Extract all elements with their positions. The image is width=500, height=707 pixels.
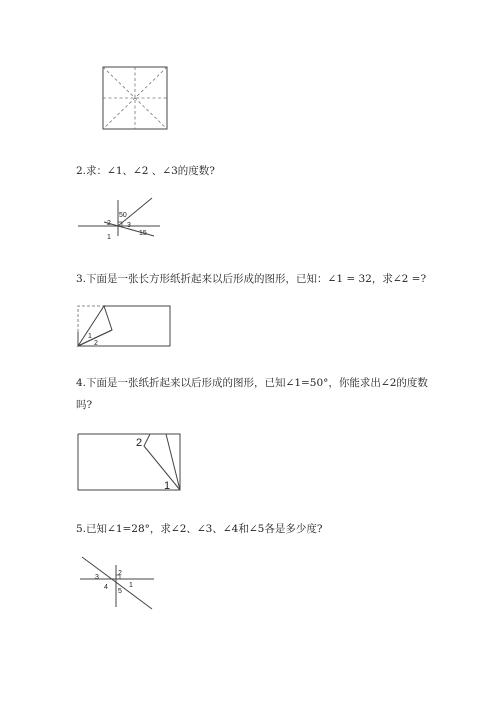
q3-label-2: 2 bbox=[94, 340, 98, 347]
square-fold-figure bbox=[98, 63, 174, 133]
question-5-text: 5.已知∠1=28°，求∠2、∠3、∠4和∠5各是多少度? bbox=[76, 523, 323, 535]
q2-label-3: 3 bbox=[127, 222, 131, 229]
q2-label-15: 15 bbox=[139, 230, 147, 237]
q3-label-1: 1 bbox=[88, 333, 92, 340]
q2-label-1: 1 bbox=[107, 234, 111, 241]
folded-rectangle-figure-q3 bbox=[74, 303, 174, 349]
q5-label-5: 5 bbox=[118, 588, 122, 595]
q4-label-1: 1 bbox=[164, 480, 171, 492]
q2-label-2: 2 bbox=[107, 220, 111, 227]
q4-label-2: 2 bbox=[136, 437, 143, 449]
q5-label-4: 4 bbox=[104, 584, 108, 591]
question-4-text-line-2: 吗? bbox=[76, 399, 93, 411]
angles-figure-q2 bbox=[74, 192, 164, 244]
folded-paper-figure-q4 bbox=[74, 430, 186, 494]
intersecting-lines-figure-q5 bbox=[76, 551, 160, 611]
question-4-text-line-1: 4.下面是一张纸折起来以后形成的图形，已知∠1=50°，你能求出∠2的度数 bbox=[76, 377, 428, 389]
question-2-text: 2.求：∠1、∠2 、∠3的度数? bbox=[76, 165, 215, 177]
q5-label-2: 2 bbox=[118, 570, 122, 577]
question-3-text: 3.下面是一张长方形纸折起来以后形成的图形，已知：∠1 = 32，求∠2 =? bbox=[76, 273, 427, 285]
q5-label-3: 3 bbox=[95, 574, 99, 581]
q5-label-1: 1 bbox=[129, 582, 133, 589]
q2-label-50: 50 bbox=[119, 212, 127, 219]
